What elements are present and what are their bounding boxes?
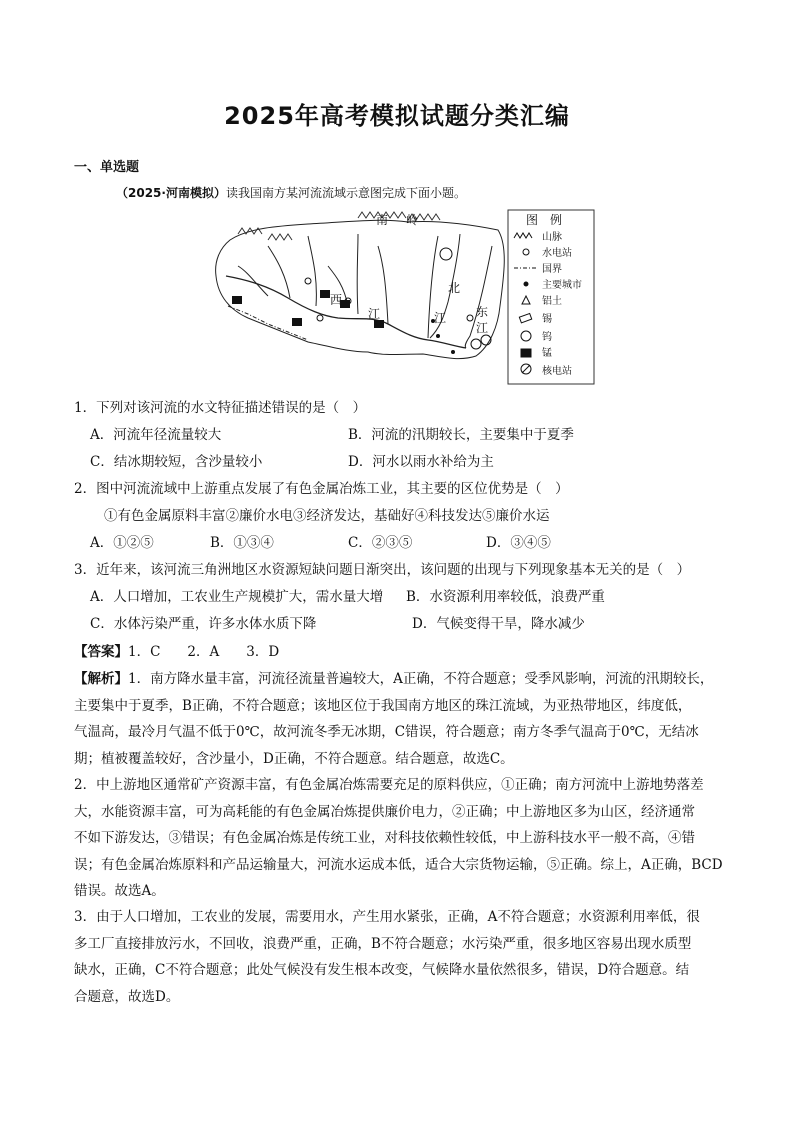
analysis-paragraph-3 — [74, 904, 724, 1010]
map-label-xi: 西 — [330, 293, 343, 307]
analysis-p3-line-3: 缺水，正确，C不符合题意；此处气候没有发生根本改变，气候降水量依然很多，错误，D符合题意。结 — [74, 962, 690, 978]
intro-source: （2025·河南模拟） — [116, 186, 226, 200]
question-2-option-d: D．③④⑤ — [486, 535, 551, 551]
question-intro — [116, 184, 466, 201]
analysis-p1-line-4: 期；植被覆盖较好，含沙量小，D正确，不符合题意。结合题意，故选C。 — [74, 750, 514, 767]
river-basin-map — [208, 206, 596, 386]
tungsten-icon — [521, 331, 531, 341]
answer-line — [74, 643, 279, 661]
map-label-dong: 东 — [476, 305, 489, 319]
legend-label-tungsten: 钨 — [542, 332, 552, 343]
legend-label-mountain: 山脉 — [542, 232, 562, 243]
intro-text: 读我国南方某河流流域示意图完成下面小题。 — [225, 186, 466, 200]
question-2-option-c: C．②③⑤ — [348, 535, 413, 551]
analysis-paragraph-1 — [74, 666, 724, 772]
map-label-jiang1: 江 — [368, 307, 381, 321]
legend-label-nuclear: 核电站 — [542, 366, 572, 377]
tin-icon — [519, 313, 531, 322]
answer-text: 1．C 2．A 3．D — [128, 644, 280, 660]
legend-label-border: 国界 — [542, 264, 562, 275]
question-3-stem: 3．近年来，该河流三角洲地区水资源短缺问题日渐突出，该问题的出现与下列现象基本无关的是（ ） — [74, 562, 691, 578]
question-1-option-c: C．结冰期较短，含沙量较小 — [90, 454, 263, 470]
analysis-p1-line-3: 气温高，最冷月气温不低于0℃，故河流冬季无冰期，C错误，符合题意；南方冬季气温高于0℃，无结冰 — [74, 724, 699, 740]
map-label-jiang3: 江 — [476, 321, 489, 335]
legend-title: 图 例 — [526, 213, 563, 227]
question-2-option-a: A．①②⑤ — [90, 535, 154, 551]
legend — [526, 212, 582, 377]
question-3-option-c: C．水体污染严重，许多水体水质下降 — [90, 616, 317, 632]
legend-label-city: 主要城市 — [542, 280, 582, 291]
page-title: 2025年高考模拟试题分类汇编 — [224, 102, 570, 130]
legend-label-hydropower: 水电站 — [542, 248, 572, 259]
analysis-p3-line-4: 合题意，故选D。 — [74, 988, 180, 1005]
legend-label-manganese: 锰 — [542, 348, 552, 359]
legend-label-bauxite: 铝土 — [542, 296, 562, 307]
question-1-option-d: D．河水以雨水补给为主 — [348, 454, 494, 470]
bauxite-icon — [522, 296, 530, 304]
legend-label-tin: 锡 — [542, 314, 552, 325]
analysis-p2-line-4: 误；有色金属冶炼原料和产品运输量大，河流水运成本低，适合大宗货物运输，⑤正确。综上，A正确，BCD — [74, 856, 723, 873]
map-label-jiang2: 江 — [434, 311, 447, 325]
analysis-p2-line-3: 不如下游发达，③错误；有色金属冶炼是传统工业，对科技依赖性较低，中上游科技水平一般不高，④错 — [74, 830, 695, 846]
main-river — [226, 276, 466, 348]
question-3-option-b: B．水资源利用率较低，浪费严重 — [406, 589, 605, 605]
analysis-paragraph-2 — [74, 772, 724, 905]
map-label-ling: 岭 — [406, 213, 419, 227]
analysis-p1-line-1: 1．南方降水量丰富，河流径流量普遍较大，A正确，不符合题意；受季风影响，河流的汛期较长， — [128, 671, 714, 687]
question-3-option-d: D．气候变得干旱，降水减少 — [412, 616, 585, 632]
analysis-p2-line-5: 错误。故选A。 — [74, 883, 165, 899]
question-2-stem: 2．图中河流流域中上游重点发展了有色金属冶炼工业，其主要的区位优势是（ ） — [74, 481, 569, 497]
basin-boundary — [216, 220, 505, 358]
section-heading: 一、单选题 — [74, 160, 140, 175]
map-label-bei: 北 — [448, 281, 461, 295]
analysis-line — [74, 666, 724, 693]
nuclear-icon — [521, 364, 531, 374]
city-dot-icon — [524, 282, 528, 286]
map-label-nan: 南 — [376, 213, 389, 227]
analysis-label: 【解析】 — [74, 671, 128, 687]
analysis-p3-line-1: 3．由于人口增加，工农业的发展，需要用水，产生用水紧张，正确，A不符合题意；水资源利用率低，很 — [74, 909, 700, 925]
analysis-p2-line-2: 大，水能资源丰富，可为高耗能的有色金属冶炼提供廉价电力，②正确；中上游地区多为山区，经济通常 — [74, 803, 695, 820]
question-1-stem: 1．下列对该河流的水文特征描述错误的是（ ） — [74, 400, 367, 416]
mountain-icon — [514, 233, 532, 238]
question-3-option-a: A．人口增加，工农业生产规模扩大，需水量大增 — [90, 589, 384, 605]
question-1-option-b: B．河流的汛期较长，主要集中于夏季 — [348, 427, 574, 443]
legend-icons — [514, 233, 538, 374]
hydropower-icon — [523, 249, 529, 255]
map-drawing — [216, 210, 594, 384]
question-2-sub: ①有色金属原料丰富②廉价水电③经济发达，基础好④科技发达⑤廉价水运 — [104, 508, 550, 524]
analysis-p3-line-2: 多工厂直接排放污水，不回收，浪费严重，正确，B不符合题意；水污染严重，很多地区容易出现水质型 — [74, 935, 692, 952]
analysis-p1-line-2: 主要集中于夏季，B正确，不符合题意；该地区位于我国南方地区的珠江流域，为亚热带地区，纬度低， — [74, 697, 692, 714]
question-2-option-b: B．①③④ — [210, 535, 274, 551]
analysis-p2-line-1: 2．中上游地区通常矿产资源丰富，有色金属冶炼需要充足的原料供应，①正确；南方河流中上游地势落差 — [74, 777, 704, 793]
answer-label: 【答案】 — [74, 644, 128, 660]
map-labels — [330, 212, 488, 335]
question-1-option-a: A．河流年径流量较大 — [90, 427, 222, 443]
manganese-icon — [521, 349, 531, 357]
